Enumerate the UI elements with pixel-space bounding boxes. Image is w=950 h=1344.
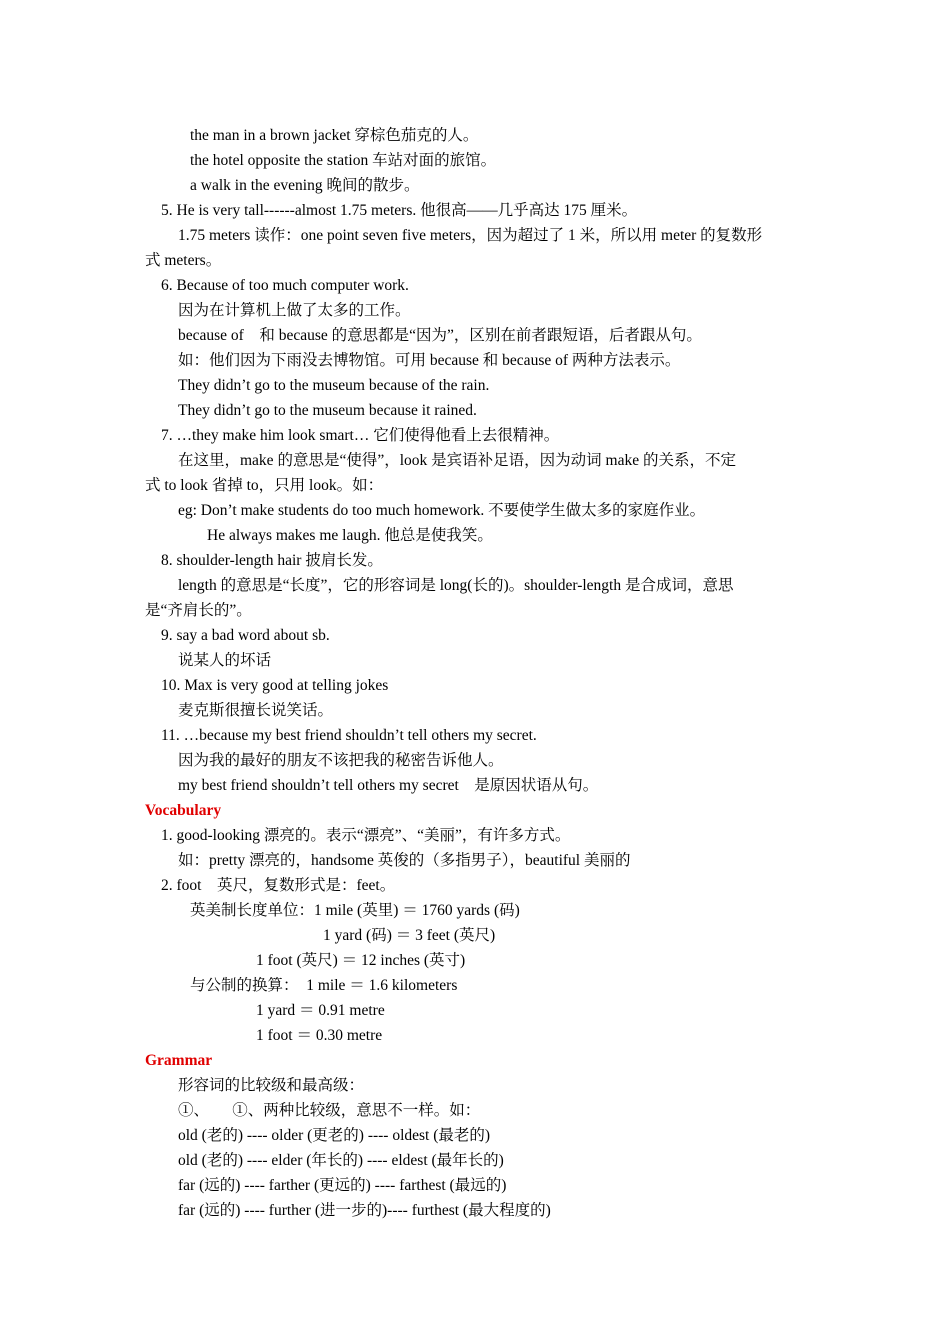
text-line: my best friend shouldn’t tell others my secret 是原因状语从句。 (178, 777, 599, 794)
text-line: ①、 ①、两种比较级，意思不一样。如： (178, 1102, 481, 1119)
list-item-11: 11. …because my best friend shouldn’t tell others my secret. (161, 727, 537, 744)
text-line: 说某人的坏话 (178, 652, 272, 669)
list-item-7: 7. …they make him look smart… 它们使得他看上去很精神。 (161, 427, 560, 444)
text-line: 麦克斯很擅长说笑话。 (178, 702, 334, 719)
text-line: 如：pretty 漂亮的，handsome 英俊的（多指男子），beautiful 美丽的 (178, 852, 631, 869)
text-line: the hotel opposite the station 车站对面的旅馆。 (190, 152, 497, 169)
list-item-vocab-2: 2. foot 英尺，复数形式是：feet。 (161, 877, 396, 894)
text-line: 式 to look 省掉 to，只用 look。如： (145, 477, 384, 494)
example-line: far (远的) ---- further (进一步的)---- furthest (最大程度的) (178, 1202, 551, 1219)
example-sentence: They didn’t go to the museum because it rained. (178, 402, 477, 419)
text-line: 1 yard ＝ 0.91 metre (256, 1002, 385, 1019)
text-line: 1 yard (码) ＝ 3 feet (英尺) (323, 927, 496, 944)
text-line: 形容词的比较级和最高级： (178, 1077, 365, 1094)
text-line: a walk in the evening 晚间的散步。 (190, 177, 420, 194)
example-sentence: He always makes me laugh. 他总是使我笑。 (207, 527, 493, 544)
example-line: old (老的) ---- older (更老的) ---- oldest (最老的) (178, 1127, 491, 1144)
text-line: 是“齐肩长的”。 (145, 602, 252, 619)
text-line: because of 和 because 的意思都是“因为”，区别在前者跟短语，后者跟从句。 (178, 327, 702, 344)
text-line: 因为我的最好的朋友不该把我的秘密告诉他人。 (178, 752, 504, 769)
section-heading-grammar: Grammar (145, 1052, 213, 1069)
text-line: 因为在计算机上做了太多的工作。 (178, 302, 411, 319)
list-item-5: 5. He is very tall------almost 1.75 meters. 他很高——几乎高达 175 厘米。 (161, 202, 638, 219)
section-heading-vocabulary: Vocabulary (145, 802, 222, 819)
example-sentence: eg: Don’t make students do too much homework. 不要使学生做太多的家庭作业。 (178, 502, 706, 519)
list-item-6: 6. Because of too much computer work. (161, 277, 409, 294)
text-line: 与公制的换算： 1 mile ＝ 1.6 kilometers (190, 977, 458, 994)
list-item-8: 8. shoulder-length hair 披肩长发。 (161, 552, 383, 569)
text-line: length 的意思是“长度”，它的形容词是 long(长的)。shoulder-length 是合成词，意思 (178, 577, 734, 594)
list-item-10: 10. Max is very good at telling jokes (161, 677, 389, 694)
text-line: 式 meters。 (145, 252, 222, 269)
text-line: 如：他们因为下雨没去博物馆。可用 because 和 because of 两种方法表示。 (178, 352, 681, 369)
text-line: 1.75 meters 读作：one point seven five meters，因为超过了 1 米，所以用 meter 的复数形 (178, 227, 763, 244)
text-line: the man in a brown jacket 穿棕色茄克的人。 (190, 127, 479, 144)
text-line: 1 foot ＝ 0.30 metre (256, 1027, 383, 1044)
list-item-9: 9. say a bad word about sb. (161, 627, 330, 644)
example-sentence: They didn’t go to the museum because of the rain. (178, 377, 490, 394)
example-line: far (远的) ---- farther (更远的) ---- farthest (最远的) (178, 1177, 507, 1194)
example-line: old (老的) ---- elder (年长的) ---- eldest (最年长的) (178, 1152, 504, 1169)
list-item-vocab-1: 1. good-looking 漂亮的。表示“漂亮”、“美丽”，有许多方式。 (161, 827, 571, 844)
text-line: 在这里，make 的意思是“使得”，look 是宾语补足语，因为动词 make 的关系，不定 (178, 452, 736, 469)
text-line: 英美制长度单位：1 mile (英里) ＝ 1760 yards (码) (190, 902, 520, 919)
text-line: 1 foot (英尺) ＝ 12 inches (英寸) (256, 952, 466, 969)
